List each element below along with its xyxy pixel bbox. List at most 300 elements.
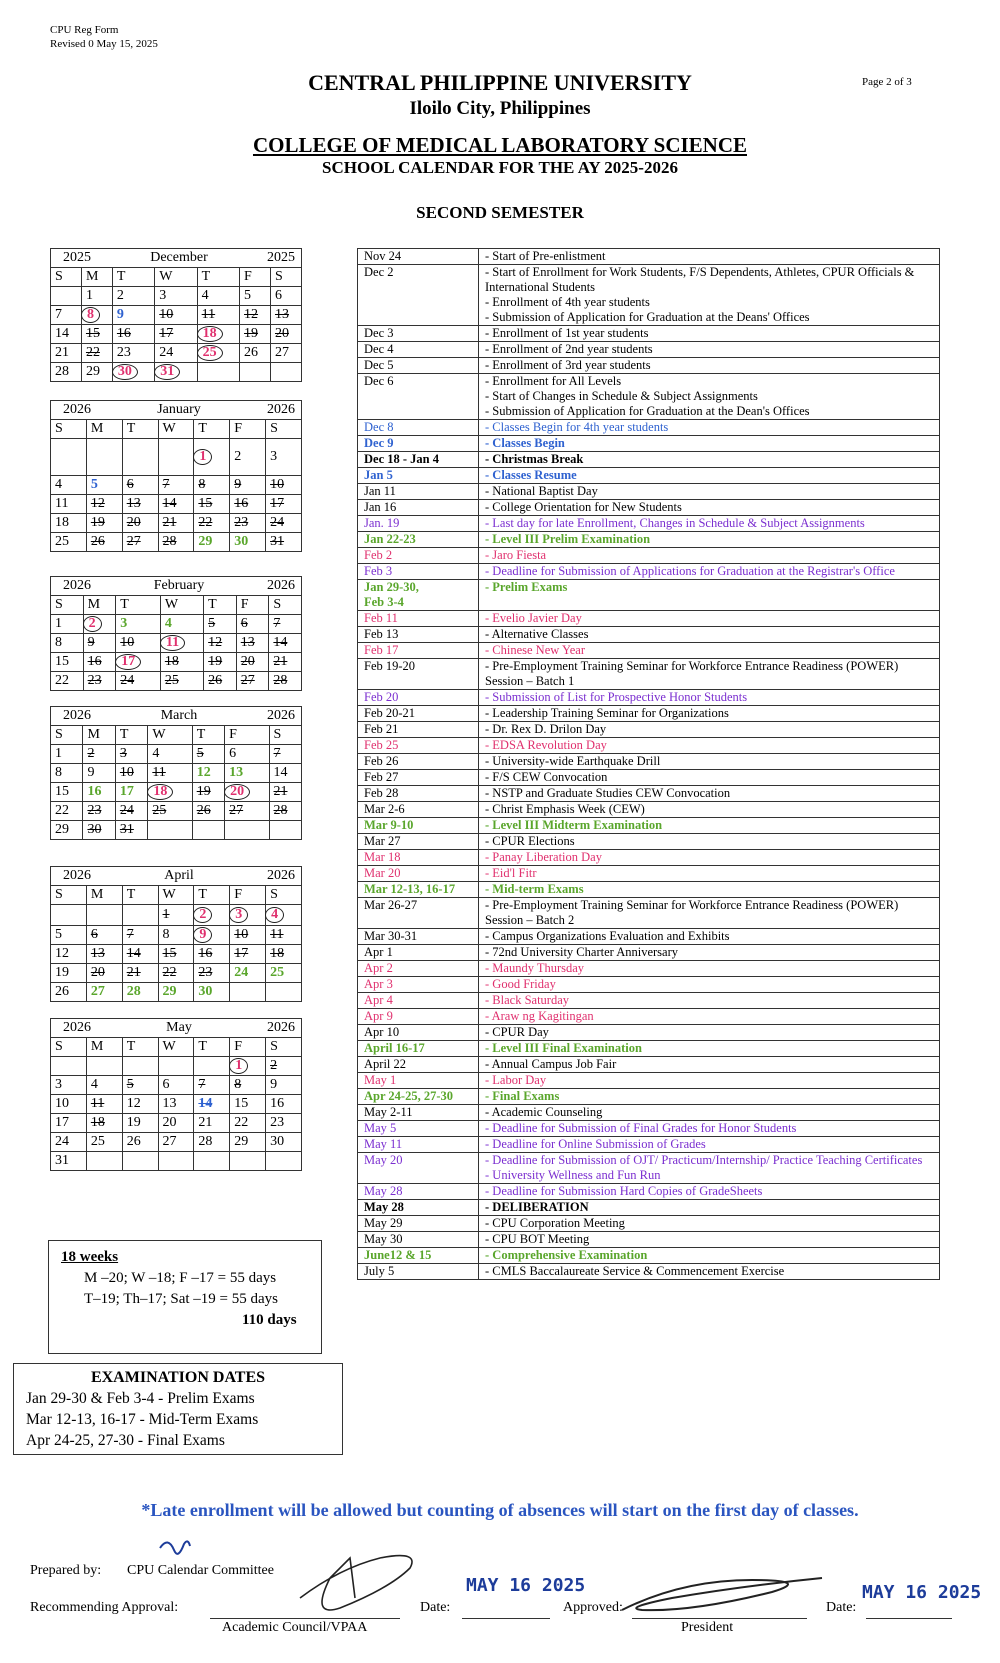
calendar-day-cell	[122, 533, 158, 552]
calendar-day-cell	[86, 1057, 122, 1076]
event-row	[358, 358, 940, 374]
calendar-day-cell	[122, 439, 158, 476]
calendar-day-cell	[230, 476, 266, 495]
calendar-day: 24	[159, 345, 174, 360]
calendar-day-cell	[51, 287, 82, 306]
weekday-header: M	[86, 420, 122, 439]
calendar-day: 1	[162, 907, 170, 922]
event-date: Nov 24	[358, 249, 479, 265]
calendar-day: 3	[120, 616, 128, 631]
calendar-day-cell	[192, 802, 224, 821]
calendar-day: 31	[119, 822, 134, 837]
calendar-day: 3	[270, 449, 278, 464]
weekday-header: T	[192, 726, 224, 745]
event-row	[358, 1184, 940, 1200]
weekday-header: S	[266, 420, 302, 439]
event-date: Apr 4	[358, 993, 479, 1009]
event-date: June12 & 15	[358, 1248, 479, 1264]
calendar-day-cell	[270, 363, 301, 382]
calendar-day-cell	[86, 476, 122, 495]
calendar-day-cell	[148, 821, 192, 840]
calendar-day: 5	[90, 477, 98, 492]
calendar-day-cell	[51, 634, 84, 653]
calendar-day: 16	[234, 496, 249, 511]
calendar-day-cell	[86, 1114, 122, 1133]
calendar-day: 12	[196, 765, 211, 780]
calendar-day: 10	[120, 635, 135, 650]
calendar-day: 31	[154, 364, 180, 380]
calendar-day-cell	[158, 1076, 194, 1095]
event-row	[358, 1248, 940, 1264]
calendar-day: 13	[126, 496, 141, 511]
event-date: May 1	[358, 1073, 479, 1089]
calendar-day: 14	[198, 1096, 213, 1111]
event-date: Jan. 19	[358, 516, 479, 532]
calendar-day-cell	[266, 476, 302, 495]
calendar-day: 26	[208, 673, 223, 688]
calendar-day: 30	[87, 822, 102, 837]
exam-line: Mar 12-13, 16-17 - Mid-Term Exams	[26, 1411, 259, 1428]
event-date: Dec 18 - Jan 4	[358, 452, 479, 468]
calendar-day: 31	[270, 534, 285, 549]
calendar-header	[51, 1019, 302, 1038]
calendar-day: 6	[229, 746, 237, 761]
calendar-day: 30	[198, 984, 213, 999]
calendar-day-cell	[51, 926, 87, 945]
calendar-day-cell	[194, 964, 230, 983]
weekday-header: M	[83, 726, 115, 745]
calendar-day-cell	[122, 926, 158, 945]
event-date: Feb 17	[358, 643, 479, 659]
event-row	[358, 802, 940, 818]
event-row	[358, 850, 940, 866]
calendar-day-cell	[83, 802, 115, 821]
calendar-day-cell	[122, 1095, 158, 1114]
event-row	[358, 977, 940, 993]
calendar-day: 15	[85, 326, 100, 341]
calendar-day-cell	[236, 615, 269, 634]
calendar-day-cell	[115, 802, 147, 821]
calendar-day: 25	[90, 1134, 105, 1149]
event-date: Apr 10	[358, 1025, 479, 1041]
event-description: - Black Saturday	[479, 993, 940, 1009]
event-description: - Araw ng Kagitingan	[479, 1009, 940, 1025]
calendar-day-cell	[197, 363, 239, 382]
calendar-day-cell	[148, 783, 192, 802]
calendar-day-cell	[81, 325, 112, 344]
calendar-day: 7	[273, 616, 281, 631]
calendar-day: 20	[90, 965, 105, 980]
calendar-day-cell	[122, 983, 158, 1002]
calendar-day-cell	[204, 634, 237, 653]
weekday-header: T	[194, 1038, 230, 1057]
event-row	[358, 500, 940, 516]
weekday-header: S	[269, 726, 301, 745]
calendar-day: 17	[115, 654, 141, 670]
calendar-header	[51, 249, 302, 268]
calendar-day: 19	[90, 515, 105, 530]
calendar-day: 12	[90, 496, 105, 511]
calendar-day: 17	[119, 784, 134, 799]
calendar-day-cell	[192, 821, 224, 840]
calendar-day-cell	[51, 306, 82, 325]
calendar-day-cell	[158, 983, 194, 1002]
calendar-day-cell	[194, 1095, 230, 1114]
event-description: - Evelio Javier Day	[479, 611, 940, 627]
calendar-day-cell	[230, 533, 266, 552]
event-date: Feb 26	[358, 754, 479, 770]
calendar-day-cell	[204, 615, 237, 634]
calendar-day-cell	[51, 495, 87, 514]
calendar-day-cell	[115, 745, 147, 764]
calendar-day-cell	[230, 945, 266, 964]
calendar-day-cell	[194, 983, 230, 1002]
calendar-day: 25	[55, 534, 69, 549]
weekday-header: T	[122, 1038, 158, 1057]
calendar-day: 11	[201, 307, 216, 322]
event-description: - National Baptist Day	[479, 484, 940, 500]
event-description: - Level III Midterm Examination	[479, 818, 940, 834]
calendar-day: 8	[162, 927, 170, 942]
calendar-day: 23	[87, 803, 102, 818]
event-row	[358, 611, 940, 627]
calendar-day-cell	[230, 439, 266, 476]
event-description: - Academic Counseling	[479, 1105, 940, 1121]
calendar-day-cell	[81, 306, 112, 325]
calendar-day-cell	[86, 945, 122, 964]
calendar-day-cell	[122, 1114, 158, 1133]
calendar-day-cell	[51, 964, 87, 983]
calendar-day-cell	[51, 983, 87, 1002]
weeks-title: 18 weeks	[61, 1249, 119, 1265]
event-date: Feb 3	[358, 564, 479, 580]
weekday-header: T	[115, 726, 147, 745]
event-row	[358, 738, 940, 754]
weekday-header: S	[270, 268, 301, 287]
calendar-day: 2	[87, 746, 95, 761]
calendar-day: 5	[244, 288, 252, 303]
weekday-header: S	[269, 596, 302, 615]
event-description: - Start of Pre-enlistment	[479, 249, 940, 265]
calendar-day-cell	[86, 983, 122, 1002]
calendar-day-cell	[269, 634, 302, 653]
weekday-header: W	[158, 886, 194, 905]
calendar-day-cell	[194, 905, 230, 926]
calendar-day-cell	[51, 439, 87, 476]
weekday-header: F	[230, 886, 266, 905]
calendar-day: 12	[55, 946, 69, 961]
calendar-day-cell	[197, 325, 239, 344]
calendar-day-cell	[230, 1057, 266, 1076]
calendar-day-cell	[112, 287, 154, 306]
weeks-summary-box	[48, 1240, 322, 1354]
calendar-day-cell	[112, 363, 154, 382]
event-description: - Level III Prelim Examination	[479, 532, 940, 548]
event-description: - Submission of List for Prospective Honor Students	[479, 690, 940, 706]
event-description: - Annual Campus Job Fair	[479, 1057, 940, 1073]
weekday-header: T	[122, 886, 158, 905]
event-row	[358, 436, 940, 452]
event-date: Dec 5	[358, 358, 479, 374]
university-name: CENTRAL PHILIPPINE UNIVERSITY	[308, 70, 692, 95]
calendar-day-cell	[266, 983, 302, 1002]
calendar-day-cell	[270, 325, 301, 344]
calendar-day-cell	[266, 1133, 302, 1152]
calendar-december	[50, 248, 302, 382]
calendar-day: 25	[164, 673, 179, 688]
calendar-day: 11	[270, 927, 284, 942]
calendar-day-cell	[225, 802, 269, 821]
calendar-day: 29	[198, 534, 213, 549]
calendar-day: 9	[87, 635, 95, 650]
event-row	[358, 945, 940, 961]
calendar-day: 16	[116, 326, 131, 341]
calendar-day-cell	[194, 495, 230, 514]
event-description: - Eid'l Fitr	[479, 866, 940, 882]
event-row	[358, 1089, 940, 1105]
event-row	[358, 961, 940, 977]
calendar-day: 22	[198, 515, 213, 530]
form-revision: Revised 0 May 15, 2025	[50, 38, 158, 50]
event-row	[358, 1057, 940, 1073]
calendar-day: 18	[164, 654, 179, 669]
event-description: - Labor Day	[479, 1073, 940, 1089]
calendar-day-cell	[230, 495, 266, 514]
calendar-day: 16	[87, 784, 102, 799]
event-description: - Level III Final Examination	[479, 1041, 940, 1057]
calendar-day: 10	[119, 765, 134, 780]
calendar-march	[50, 706, 302, 840]
calendar-day: 24	[270, 515, 285, 530]
calendar-day: 7	[198, 1077, 206, 1092]
calendar-day: 3	[229, 907, 248, 923]
event-row	[358, 722, 940, 738]
calendar-day: 8	[81, 307, 100, 323]
event-description: - Leadership Training Seminar for Organizations	[479, 706, 940, 722]
event-date: May 5	[358, 1121, 479, 1137]
calendar-day: 27	[162, 1134, 177, 1149]
calendar-year: 2026	[63, 1020, 91, 1035]
event-row	[358, 1137, 940, 1153]
calendar-day: 19	[244, 326, 259, 341]
calendar-month-name: March	[160, 708, 198, 723]
calendar-day: 9	[193, 927, 212, 943]
event-description: - NSTP and Graduate Studies CEW Convocation	[479, 786, 940, 802]
calendar-day-cell	[51, 344, 82, 363]
event-date: May 11	[358, 1137, 479, 1153]
calendar-day-cell	[51, 945, 87, 964]
event-description: - CMLS Baccalaureate Service & Commencement Exercise	[479, 1264, 940, 1280]
calendar-day: 7	[273, 746, 281, 761]
calendar-header	[51, 577, 302, 596]
calendar-day: 17	[55, 1115, 69, 1130]
calendar-day-cell	[122, 514, 158, 533]
calendar-day-cell	[115, 764, 147, 783]
calendar-day-cell	[270, 344, 301, 363]
calendar-day-cell	[51, 514, 87, 533]
calendar-day: 22	[234, 1115, 249, 1130]
event-date: Feb 2	[358, 548, 479, 564]
event-description: - University-wide Earthquake Drill	[479, 754, 940, 770]
event-description: - Campus Organizations Evaluation and Exhibits	[479, 929, 940, 945]
calendar-day-cell	[266, 514, 302, 533]
event-date: Mar 26-27	[358, 898, 479, 929]
calendar-day: 20	[126, 515, 141, 530]
calendar-day-cell	[155, 306, 197, 325]
event-date: Dec 8	[358, 420, 479, 436]
calendar-day: 19	[55, 965, 69, 980]
weekday-header: W	[158, 1038, 194, 1057]
calendar-day-cell	[158, 1152, 194, 1171]
calendar-day: 14	[126, 946, 141, 961]
calendar-day-cell	[51, 363, 82, 382]
calendar-day: 25	[152, 803, 167, 818]
calendar-day: 14	[55, 326, 69, 341]
calendar-day-cell	[230, 1133, 266, 1152]
calendar-day: 28	[126, 984, 141, 999]
calendar-day: 23	[116, 345, 131, 360]
calendar-day: 18	[90, 1115, 105, 1130]
event-description: - Alternative Classes	[479, 627, 940, 643]
calendar-day: 24	[55, 1134, 69, 1149]
event-description: - Enrollment for All Levels - Start of Changes in Schedule & Subject Assignments - Submission of Application for Graduation at the Dean's Offices	[479, 374, 940, 420]
event-row	[358, 929, 940, 945]
calendar-day: 14	[162, 496, 177, 511]
calendar-day-cell	[160, 653, 203, 672]
calendar-day-cell	[269, 653, 302, 672]
calendar-day: 30	[234, 534, 249, 549]
calendar-day-cell	[116, 653, 161, 672]
weekday-header: F	[225, 726, 269, 745]
calendar-day-cell	[160, 672, 203, 691]
calendar-year: 2026	[267, 868, 295, 883]
event-description: - Good Friday	[479, 977, 940, 993]
calendar-day-cell	[86, 1076, 122, 1095]
event-row	[358, 1200, 940, 1216]
calendar-day: 5	[55, 927, 62, 942]
calendar-day-cell	[86, 533, 122, 552]
event-row	[358, 484, 940, 500]
event-row	[358, 564, 940, 580]
calendar-day: 9	[87, 765, 95, 780]
calendar-year: 2026	[63, 402, 91, 417]
calendar-day-cell	[86, 1152, 122, 1171]
event-date: Jan 22-23	[358, 532, 479, 548]
calendar-day-cell	[83, 634, 116, 653]
event-description: - Enrollment of 1st year students	[479, 326, 940, 342]
calendar-day-cell	[155, 325, 197, 344]
signature-scribbles	[150, 1528, 530, 1618]
event-row	[358, 1105, 940, 1121]
event-description: - CPU BOT Meeting	[479, 1232, 940, 1248]
calendar-day-cell	[122, 1076, 158, 1095]
calendar-day: 22	[162, 965, 177, 980]
calendar-day-cell	[194, 1076, 230, 1095]
calendar-day: 1	[55, 616, 62, 631]
calendar-day-cell	[51, 821, 83, 840]
calendar-day-cell	[204, 672, 237, 691]
event-date: Mar 2-6	[358, 802, 479, 818]
calendar-day-cell	[158, 964, 194, 983]
calendar-day: 4	[201, 288, 209, 303]
calendar-day-cell	[112, 306, 154, 325]
calendar-day-cell	[83, 653, 116, 672]
calendar-day-cell	[240, 363, 271, 382]
calendar-day: 11	[152, 765, 166, 780]
calendar-day: 10	[55, 1096, 69, 1111]
calendar-day: 27	[90, 984, 105, 999]
exam-line: Jan 29-30 & Feb 3-4 - Prelim Exams	[26, 1390, 255, 1407]
calendar-day-cell	[230, 1076, 266, 1095]
event-date: Feb 21	[358, 722, 479, 738]
event-date: Jan 29-30, Feb 3-4	[358, 580, 479, 611]
calendar-day-cell	[86, 926, 122, 945]
calendar-day-cell	[148, 745, 192, 764]
event-date: Feb 20-21	[358, 706, 479, 722]
calendar-day-cell	[112, 325, 154, 344]
event-description: - CPUR Day	[479, 1025, 940, 1041]
calendar-day: 19	[126, 1115, 141, 1130]
calendar-day-cell	[230, 964, 266, 983]
event-date: May 30	[358, 1232, 479, 1248]
calendar-day-cell	[266, 495, 302, 514]
event-description: - Classes Begin for 4th year students	[479, 420, 940, 436]
calendar-day-cell	[225, 821, 269, 840]
event-row	[358, 754, 940, 770]
calendar-day-cell	[204, 653, 237, 672]
event-row	[358, 866, 940, 882]
event-row	[358, 580, 940, 611]
calendar-day-cell	[122, 905, 158, 926]
calendar-day: 15	[234, 1096, 249, 1111]
event-row	[358, 706, 940, 722]
calendar-day: 13	[274, 307, 289, 322]
calendar-day-cell	[194, 1114, 230, 1133]
weekday-header: S	[51, 596, 84, 615]
event-date: May 20	[358, 1153, 479, 1184]
event-description: - F/S CEW Convocation	[479, 770, 940, 786]
event-date: Feb 27	[358, 770, 479, 786]
event-row	[358, 993, 940, 1009]
calendar-day: 4	[265, 907, 284, 923]
calendar-day: 13	[229, 765, 244, 780]
calendar-day-cell	[194, 514, 230, 533]
calendar-day: 1	[193, 449, 212, 465]
calendar-day-cell	[158, 905, 194, 926]
calendar-day-cell	[269, 745, 301, 764]
calendar-day: 27	[229, 803, 244, 818]
calendar-day-cell	[230, 1114, 266, 1133]
calendar-day: 21	[273, 784, 288, 799]
calendar-day-cell	[194, 945, 230, 964]
calendar-day: 29	[162, 984, 177, 999]
calendar-day: 29	[85, 364, 100, 379]
calendar-day-cell	[122, 964, 158, 983]
event-description: - 72nd University Charter Anniversary	[479, 945, 940, 961]
calendar-day: 26	[244, 345, 259, 360]
calendar-day-cell	[197, 344, 239, 363]
calendar-day-cell	[155, 344, 197, 363]
calendar-day: 17	[234, 946, 249, 961]
event-description: - Jaro Fiesta	[479, 548, 940, 564]
calendar-day-cell	[158, 945, 194, 964]
calendar-day: 16	[87, 654, 102, 669]
events-table	[357, 248, 940, 1280]
calendar-day-cell	[51, 672, 84, 691]
calendar-header	[51, 401, 302, 420]
event-date: Apr 3	[358, 977, 479, 993]
calendar-day-cell	[51, 802, 83, 821]
